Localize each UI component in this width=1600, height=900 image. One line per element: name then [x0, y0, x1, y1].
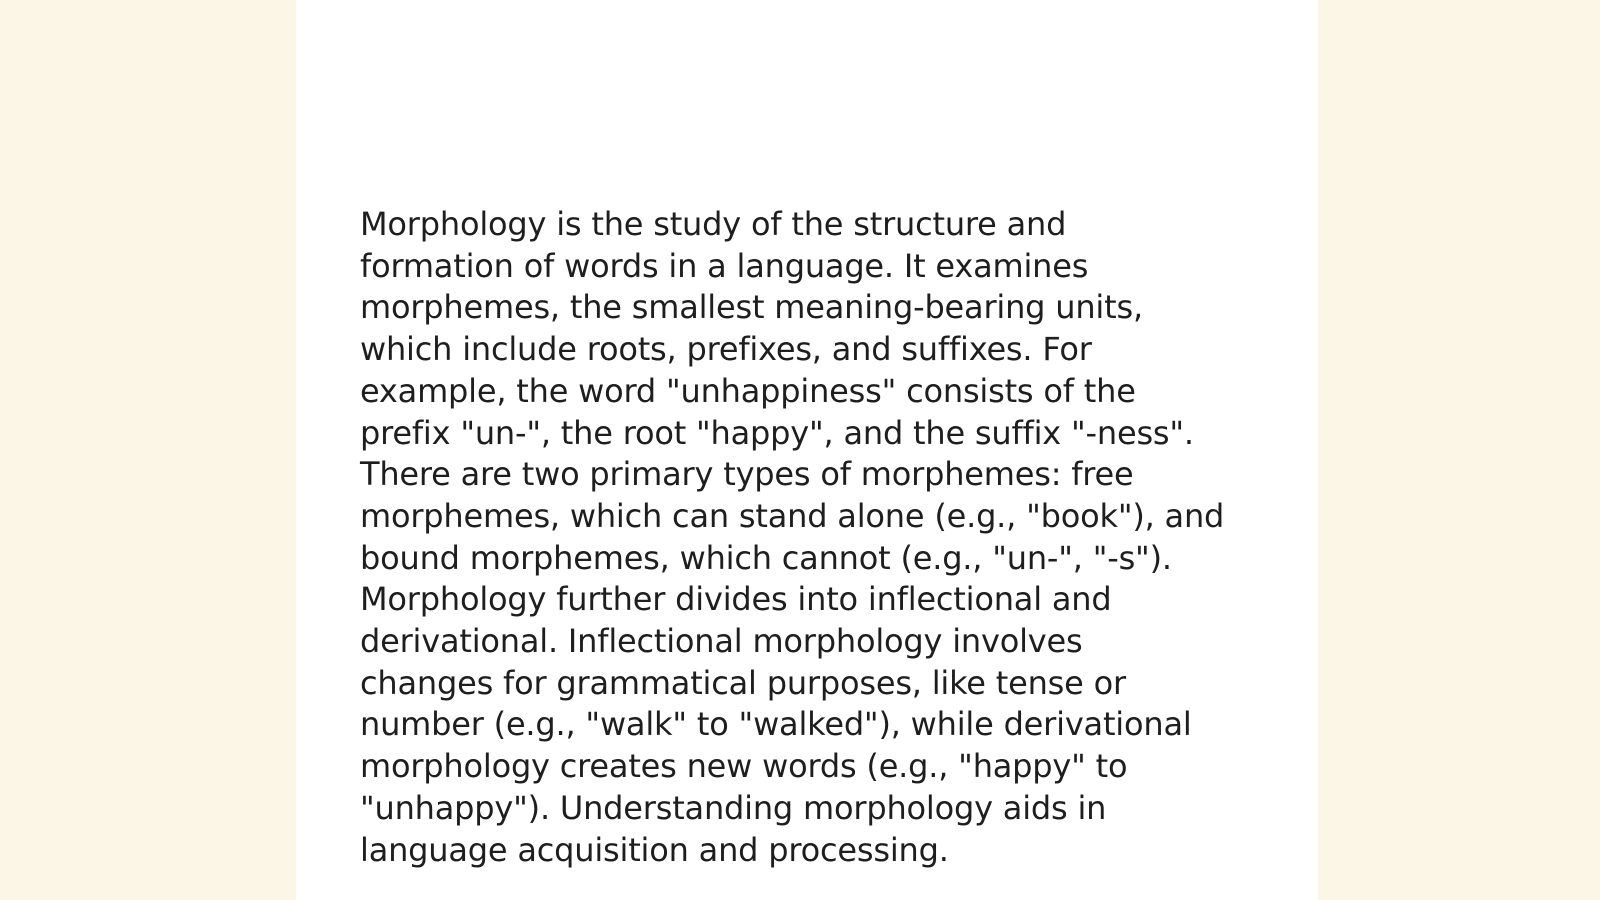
- paragraph-line: bound morphemes, which cannot (e.g., "un-", "-s").: [360, 538, 1172, 577]
- paragraph-line: prefix "un-", the root "happy", and the suffix "-ness".: [360, 413, 1194, 452]
- document-page: [296, 0, 1318, 900]
- paragraph-line: changes for grammatical purposes, like tense or: [360, 663, 1126, 702]
- body-paragraph: [360, 204, 1260, 871]
- paragraph-line: derivational. Inflectional morphology involves: [360, 622, 1083, 661]
- paragraph-line: Morphology is the study of the structure and: [360, 205, 1067, 243]
- paragraph-line: There are two primary types of morphemes: free: [360, 455, 1134, 494]
- paragraph-line: formation of words in a language. It examines: [360, 246, 1089, 285]
- paragraph-line: language acquisition and processing.: [360, 830, 949, 869]
- paragraph-line: example, the word "unhappiness" consists of the: [360, 371, 1136, 410]
- paragraph-line: "unhappy"). Understanding morphology aids in: [360, 788, 1107, 827]
- paragraph-line: Morphology further divides into inflectional and: [360, 580, 1112, 619]
- paragraph-line: which include roots, prefixes, and suffixes. For: [360, 330, 1092, 369]
- paragraph-line: morphemes, the smallest meaning-bearing units,: [360, 288, 1143, 327]
- paragraph-line: morphemes, which can stand alone (e.g., "book"), and: [360, 496, 1225, 535]
- paragraph-line: number (e.g., "walk" to "walked"), while derivational: [360, 705, 1192, 744]
- paragraph-line: morphology creates new words (e.g., "happy" to: [360, 747, 1128, 786]
